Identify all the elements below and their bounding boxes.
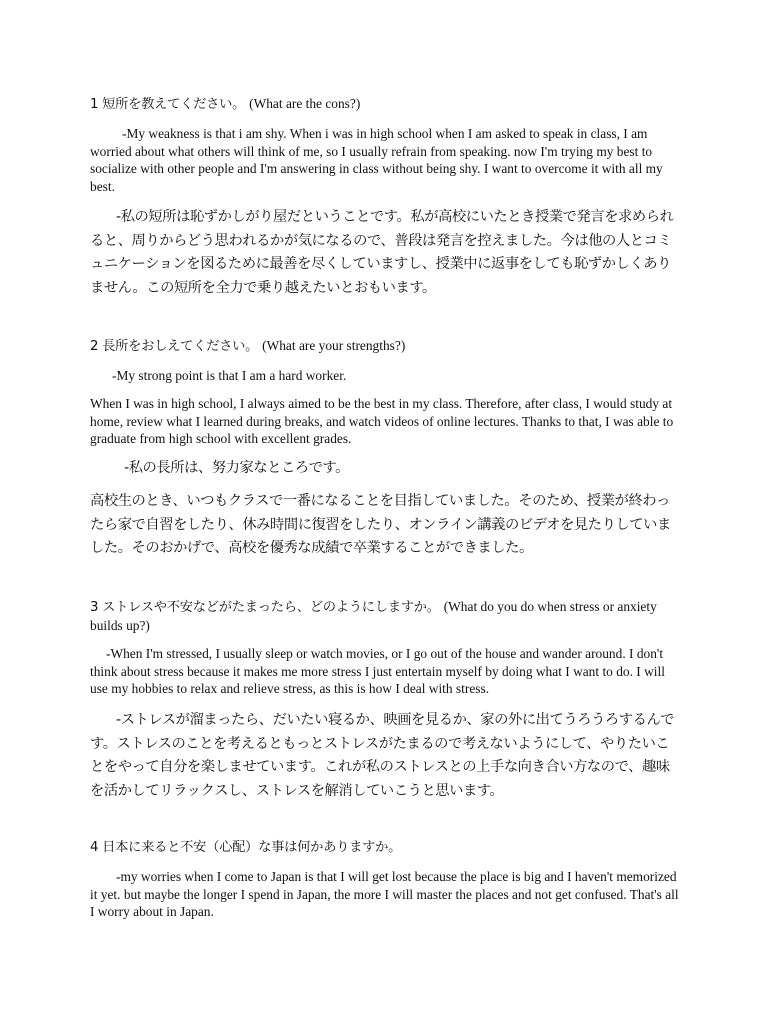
question-en: (What are the cons?): [249, 96, 361, 111]
question-1: [90, 95, 680, 114]
question-ja: 日本に来ると不安（心配）な事は何かありますか。: [102, 840, 402, 855]
question-number: 1: [90, 97, 99, 112]
question-ja: 短所を教えてください。: [102, 97, 246, 112]
answer-2-ja: 高校生のとき、いつもクラスで一番になることを目指していました。そのため、授業が終わったら家で自習をしたり、休み時間に復習をしたり、オンライン講義のビデオを見たりしていました。そのおかげで、高校を優秀な成績で卒業することができました。: [90, 493, 671, 556]
question-number: 4: [90, 840, 99, 855]
question-4: [90, 838, 680, 857]
answer-2-ja-lead: -私の長所は、努力家なところです。: [124, 460, 349, 476]
answer-2-en: When I was in high school, I always aimed to be the best in my class. Therefore, after class, I would study at home, review what I learned during breaks, and watch videos of online lectures. Thanks to that, I was able to graduate from high school with excellent grades.: [90, 396, 674, 446]
question-number: 2: [90, 339, 99, 354]
answer-3-en: -When I'm stressed, I usually sleep or watch movies, or I go out of the house and wander around. I don't think about stress because it makes me more stress I just entertain myself by doing what I want to do. I will use my hobbies to relax and relieve stress, as this is how I deal with stress.: [90, 646, 665, 696]
question-en: (What are your strengths?): [262, 338, 406, 353]
question-3: [90, 598, 680, 635]
answer-4-en: -my worries when I come to Japan is that I will get lost because the place is big and I haven't memorized it yet. but maybe the longer I spend in Japan, the more I will master the places and not get confused. That's all I worry about in Japan.: [90, 869, 679, 919]
answer-1-en: -My weakness is that i am shy. When i was in high school when I am asked to speak in class, I am worried about what others will think of me, so I usually refrain from speaking. now I'm trying my best to socialize with other people and I'm answering in class without being shy. I want to overcome it with all my best.: [90, 126, 663, 194]
question-en: (What do you do when stress or anxiety builds up?): [90, 599, 657, 633]
question-ja: ストレスや不安などがたまったら、どのようにしますか。: [102, 600, 440, 615]
question-number: 3: [90, 600, 99, 615]
question-2: [90, 337, 680, 356]
answer-2-en-lead: -My strong point is that I am a hard worker.: [112, 368, 347, 383]
question-ja: 長所をおしえてください。: [102, 339, 259, 354]
answer-1-ja: -私の短所は恥ずかしがり屋だということです。私が高校にいたとき授業で発言を求められると、周りからどう思われるかが気になるので、普段は発言を控えました。今は他の人とコミュニケーションを図るために最善を尽くしていますし、授業中に返事をしても恥ずかしくありません。この短所を全力で乗り越えたいとおもいます。: [90, 209, 674, 296]
answer-3-ja: -ストレスが溜まったら、だいたい寝るか、映画を見るか、家の外に出てうろうろするんです。ストレスのことを考えるともっとストレスがたまるので考えないようにして、やりたいことをやって自分を楽しませています。これが私のストレスとの上手な向き合い方なので、趣味を活かしてリラックスし、ストレスを解消していこうと思います。: [90, 712, 675, 799]
